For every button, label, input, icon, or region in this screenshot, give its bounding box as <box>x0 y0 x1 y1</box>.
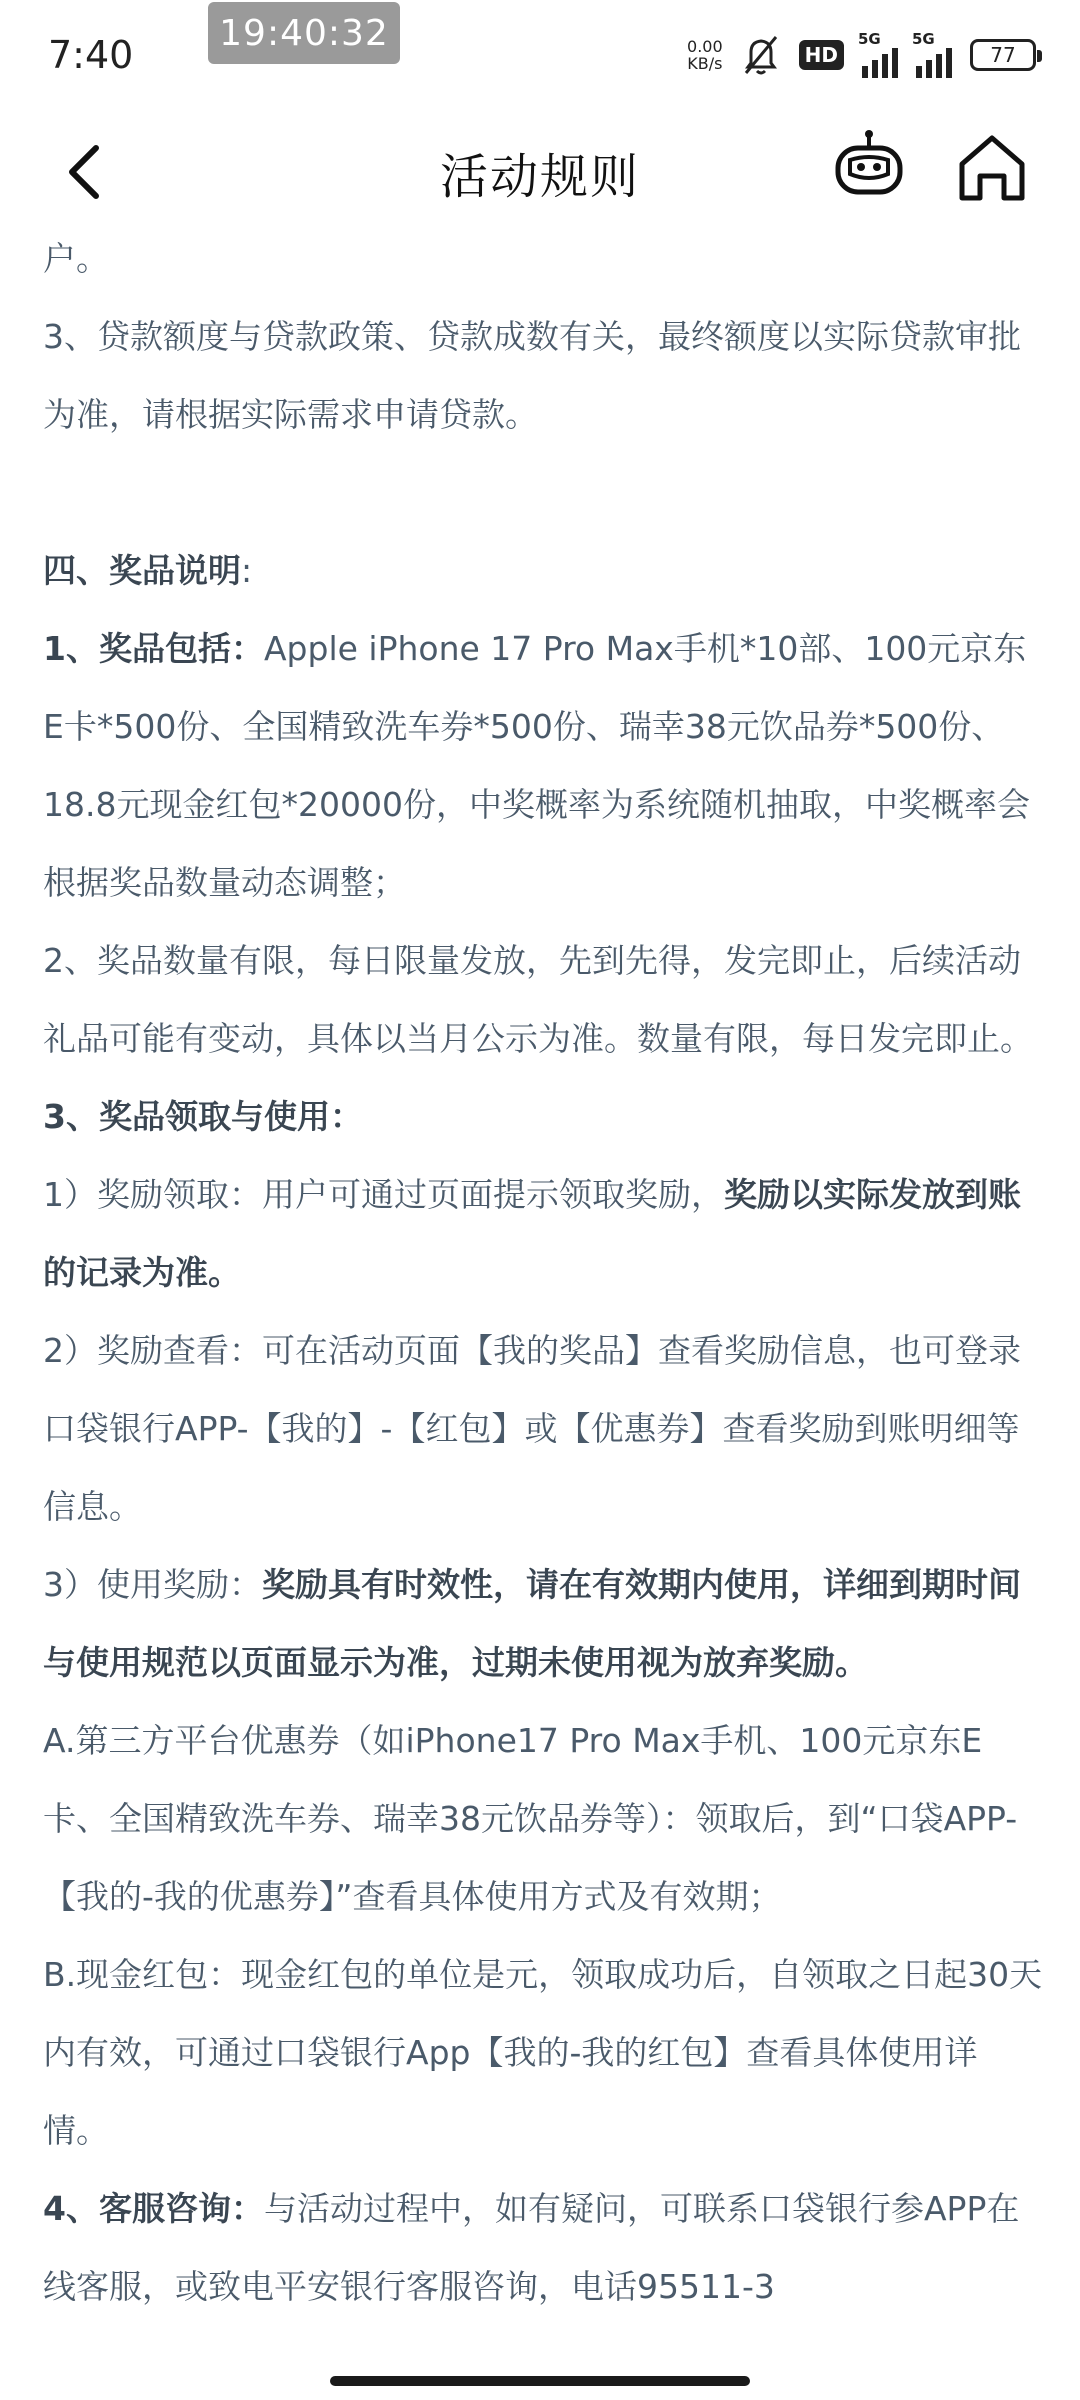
signal-1-icon <box>858 30 898 78</box>
status-bar <box>0 0 1080 110</box>
hd-badge: HD <box>799 40 844 70</box>
signal-1-label: 5G <box>858 30 881 48</box>
paragraph-cash: B.现金红包：现金红包的单位是元，领取成功后，自领取之日起30天内有效，可通过口袋银行App【我的-我的红包】查看具体使用详情。 <box>43 1955 1043 2150</box>
paragraph-coupon: A.第三方平台优惠券（如iPhone17 Pro Max手机、100元京东E卡、全国精致洗车券、瑞幸38元饮品券等）：领取后，到“口袋APP-【我的-我的优惠券】”查看具体使用方式及有效期； <box>43 1721 1018 1916</box>
paragraph-prizes <box>43 610 1043 922</box>
net-speed-unit: KB/s <box>687 54 723 73</box>
claim-text: 1）奖励领取：用户可通过页面提示领取奖励， <box>43 1175 724 1214</box>
prizes-text: Apple iPhone 17 Pro Max手机*10部、100元京东E卡*500份、全国精致洗车券*500份、瑞幸38元饮品券*500份、18.8元现金红包*20000份，中奖概率为系统随机抽取，中奖概率会根据奖品数量动态调整； <box>43 629 1030 902</box>
paragraph-claim-use-heading <box>43 1078 1043 1156</box>
robot-assistant-icon[interactable] <box>830 126 910 210</box>
nav-bar <box>0 110 1080 234</box>
status-time: 7:40 <box>48 33 134 77</box>
paragraph-use <box>43 1546 1043 1702</box>
section-title: 四、奖品说明 <box>43 551 241 590</box>
claim-bold: 奖励以实际发放到账的记录为准。 <box>43 1175 1021 1292</box>
support-text: 与活动过程中，如有疑问，可联系口袋银行参APP在线客服，或致电平安银行客服咨询，电话95511-3 <box>43 2189 1020 2306</box>
signal-2-icon <box>912 30 952 78</box>
status-icons <box>687 28 1036 82</box>
use-text: 3）使用奖励： <box>43 1565 262 1604</box>
paragraph-tail: 户。 <box>43 239 109 278</box>
clock-overlay: 19:40:32 <box>208 2 400 64</box>
rules-content[interactable] <box>43 220 1043 2360</box>
section-title-colon: : <box>241 551 253 590</box>
paragraph-view: 2）奖励查看：可在活动页面【我的奖品】查看奖励信息，也可登录口袋银行APP-【我的】-【红包】或【优惠券】查看奖励到账明细等信息。 <box>43 1331 1021 1526</box>
paragraph-support <box>43 2170 1043 2326</box>
net-speed-value: 0.00 <box>687 37 723 56</box>
net-speed <box>687 38 723 72</box>
signal-2-label: 5G <box>912 30 935 48</box>
claim-use-label: 3、奖品领取与使用： <box>43 1097 363 1136</box>
paragraph-claim <box>43 1156 1043 1312</box>
page-title: 活动规则 <box>439 148 640 205</box>
bell-muted-icon <box>741 33 781 77</box>
section-heading <box>43 532 1043 610</box>
back-chevron-icon[interactable] <box>52 134 122 210</box>
home-indicator[interactable] <box>330 2376 750 2386</box>
support-label: 4、客服咨询： <box>43 2189 264 2228</box>
battery-icon: 77 <box>970 39 1036 71</box>
home-icon[interactable] <box>952 126 1032 210</box>
use-bold: 奖励具有时效性，请在有效期内使用，详细到期时间与使用规范以页面显示为准，过期未使用视为放弃奖励。 <box>43 1565 1021 1682</box>
prizes-label: 1、奖品包括： <box>43 629 264 668</box>
paragraph-loan-limit: 3、贷款额度与贷款政策、贷款成数有关，最终额度以实际贷款审批为准，请根据实际需求申请贷款。 <box>43 317 1021 434</box>
paragraph-prize-limits: 2、奖品数量有限，每日限量发放，先到先得，发完即止，后续活动礼品可能有变动，具体以当月公示为准。数量有限，每日发完即止。 <box>43 941 1033 1058</box>
